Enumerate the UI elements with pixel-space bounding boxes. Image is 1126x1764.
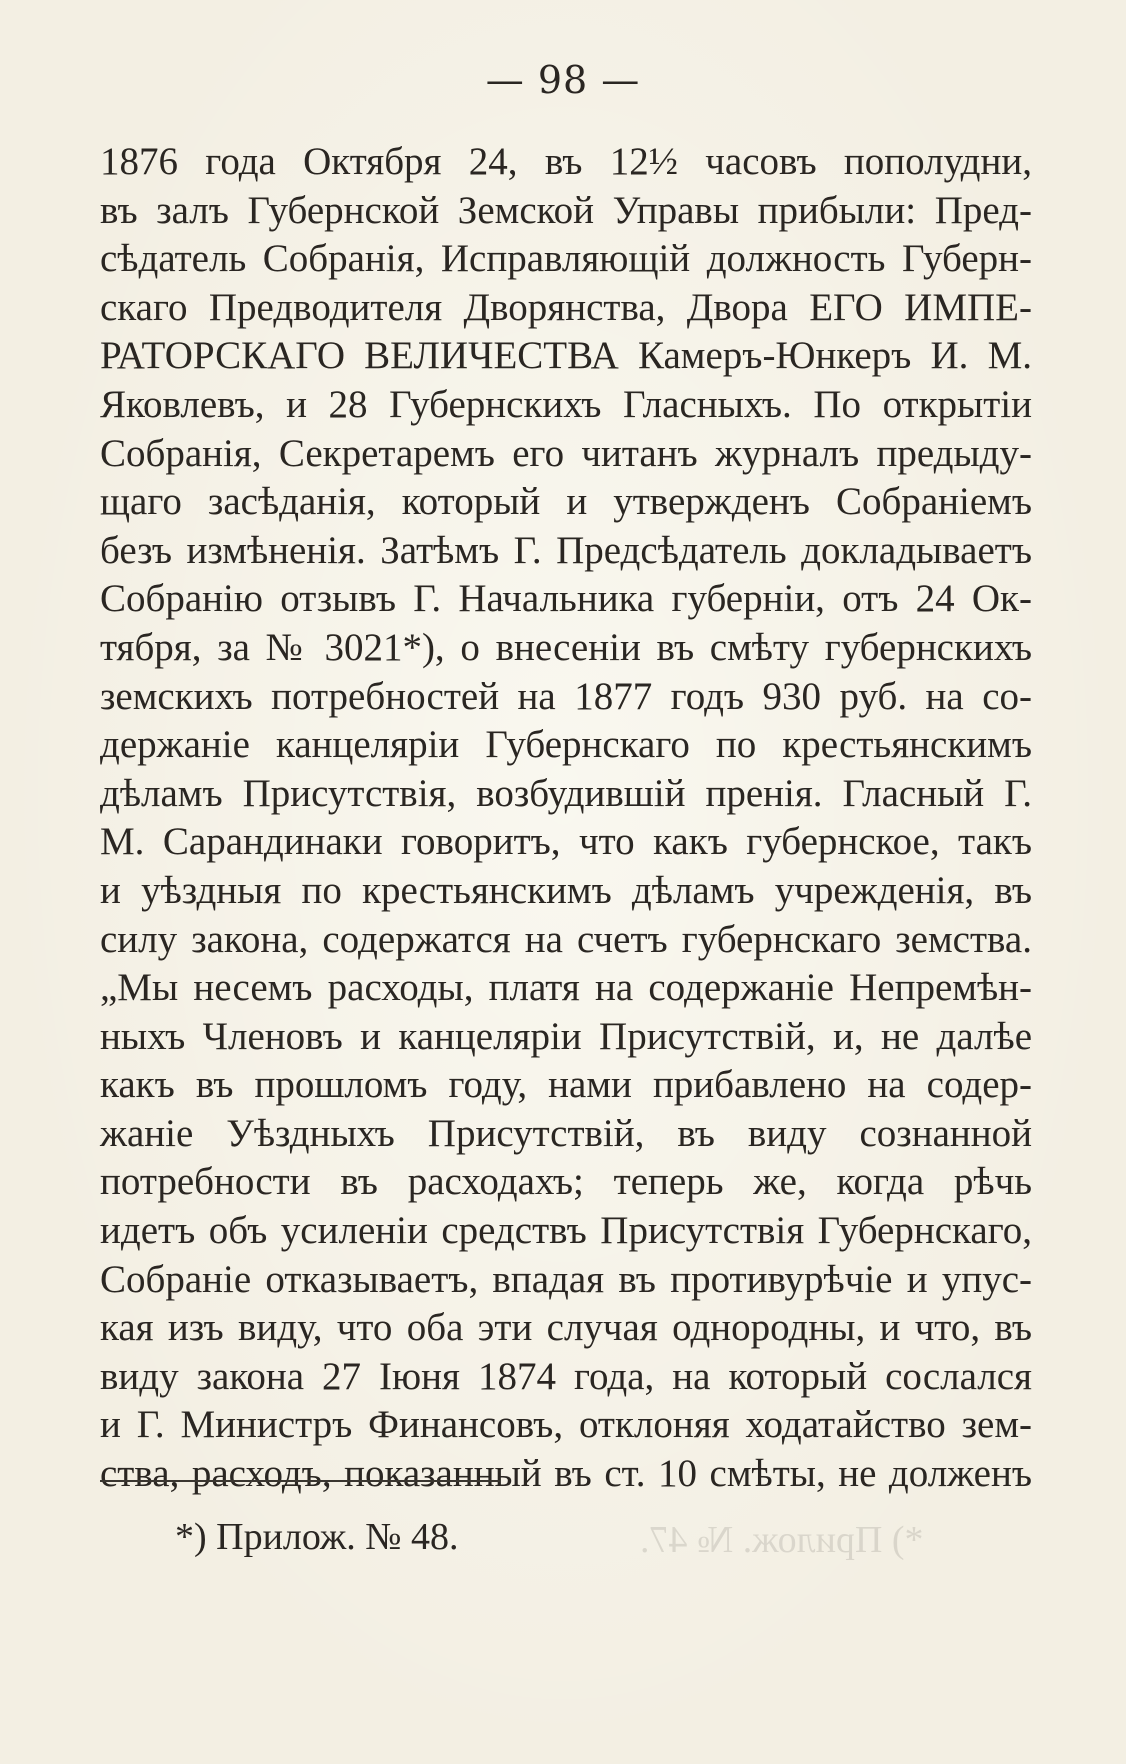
text-line: дѣламъ Присутствія, возбудившій пренія. Гласный Г.: [100, 771, 1032, 815]
text-line: М. Сарандинаки говоритъ, что какъ губернское, такъ: [100, 820, 1032, 864]
text-line: щаго засѣданія, который и утвержденъ Собраніемъ: [100, 480, 1032, 524]
bleed-through-footnote: *) Прилож. № 47.: [640, 1519, 924, 1561]
text-line: РАТОРСКАГО ВЕЛИЧЕСТВА Камеръ-Юнкеръ И. М.: [100, 334, 1032, 378]
text-line: 1876 года Октября 24, въ 12½ часовъ пополудни,: [100, 140, 1032, 183]
text-line: Собраніе отказываетъ, впадая въ противурѣчіе и упус-: [100, 1257, 1032, 1301]
text-line: сѣдатель Собранія, Исправляющій должность Губерн-: [100, 237, 1032, 281]
text-line: скаго Предводителя Дворянства, Двора ЕГО ИМПЕ-: [100, 285, 1032, 329]
text-line: ныхъ Членовъ и канцеляріи Присутствій, и, не далѣе: [100, 1014, 1032, 1058]
text-line: тября, за № 3021*), о внесеніи въ смѣту губернскихъ: [100, 625, 1032, 669]
text-line: держаніе канцеляріи Губернскаго по крестьянскимъ: [100, 723, 1032, 767]
footnote: *) Прилож. № 48.: [175, 1516, 459, 1558]
text-line: какъ въ прошломъ году, нами прибавлено на содер-: [100, 1063, 1032, 1107]
text-line: „Мы несемъ расходы, платя на содержаніе Непремѣн-: [100, 966, 1032, 1010]
text-line: идетъ объ усиленіи средствъ Присутствія Губернскаго,: [100, 1209, 1032, 1253]
text-line: и Г. Министръ Финансовъ, отклоняя ходатайство зем-: [100, 1403, 1032, 1447]
body-text: [100, 138, 1032, 1499]
text-line: силу закона, содержатся на счетъ губернскаго земства.: [100, 917, 1032, 961]
text-line: кая изъ виду, что оба эти случая однородны, и что, въ: [100, 1306, 1032, 1350]
text-line: безъ измѣненія. Затѣмъ Г. Предсѣдатель докладываетъ: [100, 528, 1032, 572]
text-line: жаніе Уѣздныхъ Присутствій, въ виду сознанной: [100, 1111, 1032, 1155]
text-line: Собранія, Секретаремъ его читанъ журналъ предыду-: [100, 431, 1032, 475]
page-number: — 98 —: [485, 58, 641, 102]
text-line: и уѣздныя по крестьянскимъ дѣламъ учрежденія, въ: [100, 868, 1032, 912]
text-line: Собранію отзывъ Г. Начальника губерніи, отъ 24 Ок-: [100, 577, 1032, 621]
text-line: ства, расходъ, показанный въ ст. 10 смѣты, не долженъ: [100, 1452, 1032, 1496]
text-line: Яковлевъ, и 28 Губернскихъ Гласныхъ. По открытіи: [100, 382, 1032, 426]
footnote-divider: [100, 1480, 500, 1482]
text-line: въ залъ Губернской Земской Управы прибыли: Пред-: [100, 188, 1032, 232]
text-line: земскихъ потребностей на 1877 годъ 930 руб. на со-: [100, 674, 1032, 718]
text-line: потребности въ расходахъ; теперь же, когда рѣчь: [100, 1160, 1032, 1204]
text-line: виду закона 27 Іюня 1874 года, на который сослался: [100, 1354, 1032, 1398]
